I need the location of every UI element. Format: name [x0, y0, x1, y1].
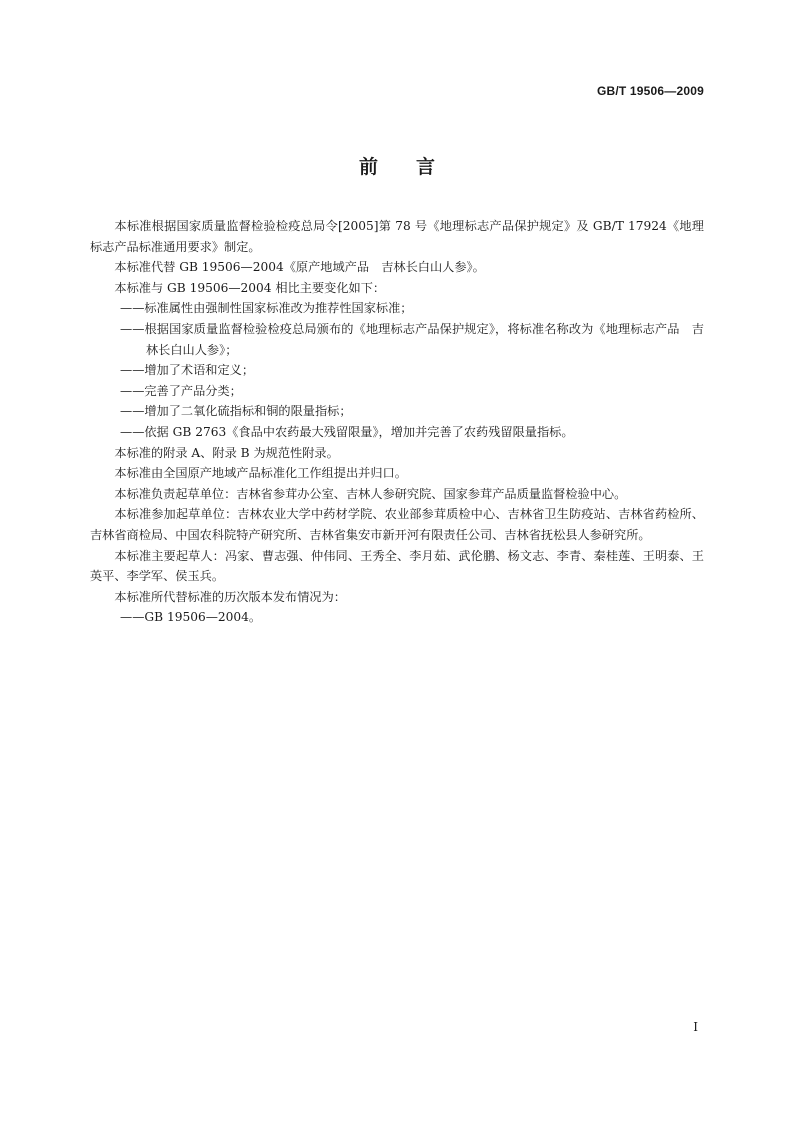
- change-item: ——依据 GB 2763《食品中农药最大残留限量》，增加并完善了农药残留限量指标。: [120, 424, 574, 439]
- page-number: I: [693, 1020, 698, 1034]
- standard-code: GB/T 19506—2009: [596, 84, 704, 98]
- history-item: ——GB 19506—2004。: [120, 610, 262, 625]
- page-title: 前 言: [358, 156, 435, 178]
- paragraph-proposer: 本标准由全国原产地域产品标准化工作组提出并归口。: [114, 466, 407, 481]
- change-item: ——完善了产品分类；: [120, 383, 242, 398]
- paragraph-lead-drafters: 本标准负责起草单位：吉林省参茸办公室、吉林人参研究院、国家参茸产品质量监督检验中心。: [114, 486, 627, 501]
- paragraph-basis: 本标准根据国家质量监督检验检疫总局令[2005]第 78 号《地理标志产品保护规定》及 GB/T 17924《地理标志产品标准通用要求》制定。: [90, 219, 704, 254]
- paragraph-appendix: 本标准的附录 A、附录 B 为规范性附录。: [114, 445, 339, 460]
- paragraph-replaces: 本标准代替 GB 19506—2004《原产地域产品 吉林长白山人参》。: [114, 260, 485, 275]
- paragraph-participating-drafters: 本标准参加起草单位：吉林农业大学中药材学院、农业部参茸质检中心、吉林省卫生防疫站、吉林省药检所、吉林省商检局、中国农科院特产研究所、吉林省集安市新开河有限责任公司、吉林省抚松县人参研究所。: [90, 507, 704, 542]
- change-item: ——根据国家质量监督检验检疫总局颁布的《地理标志产品保护规定》，将标准名称改为《地理标志产品 吉林长白山人参》；: [120, 321, 704, 357]
- change-item: ——标准属性由强制性国家标准改为推荐性国家标准；: [120, 301, 413, 316]
- change-item: ——增加了二氧化硫指标和铜的限量指标；: [120, 404, 352, 419]
- document-body: [90, 216, 704, 628]
- paragraph-history-intro: 本标准所代替标准的历次版本发布情况为：: [114, 589, 346, 604]
- paragraph-changes-intro: 本标准与 GB 19506—2004 相比主要变化如下：: [114, 280, 386, 295]
- change-item: ——增加了术语和定义；: [120, 363, 255, 378]
- paragraph-main-authors: 本标准主要起草人：冯家、曹志强、仲伟同、王秀全、李月茹、武伦鹏、杨文志、李青、秦桂莲、王明泰、王英平、李学军、侯玉兵。: [90, 548, 704, 584]
